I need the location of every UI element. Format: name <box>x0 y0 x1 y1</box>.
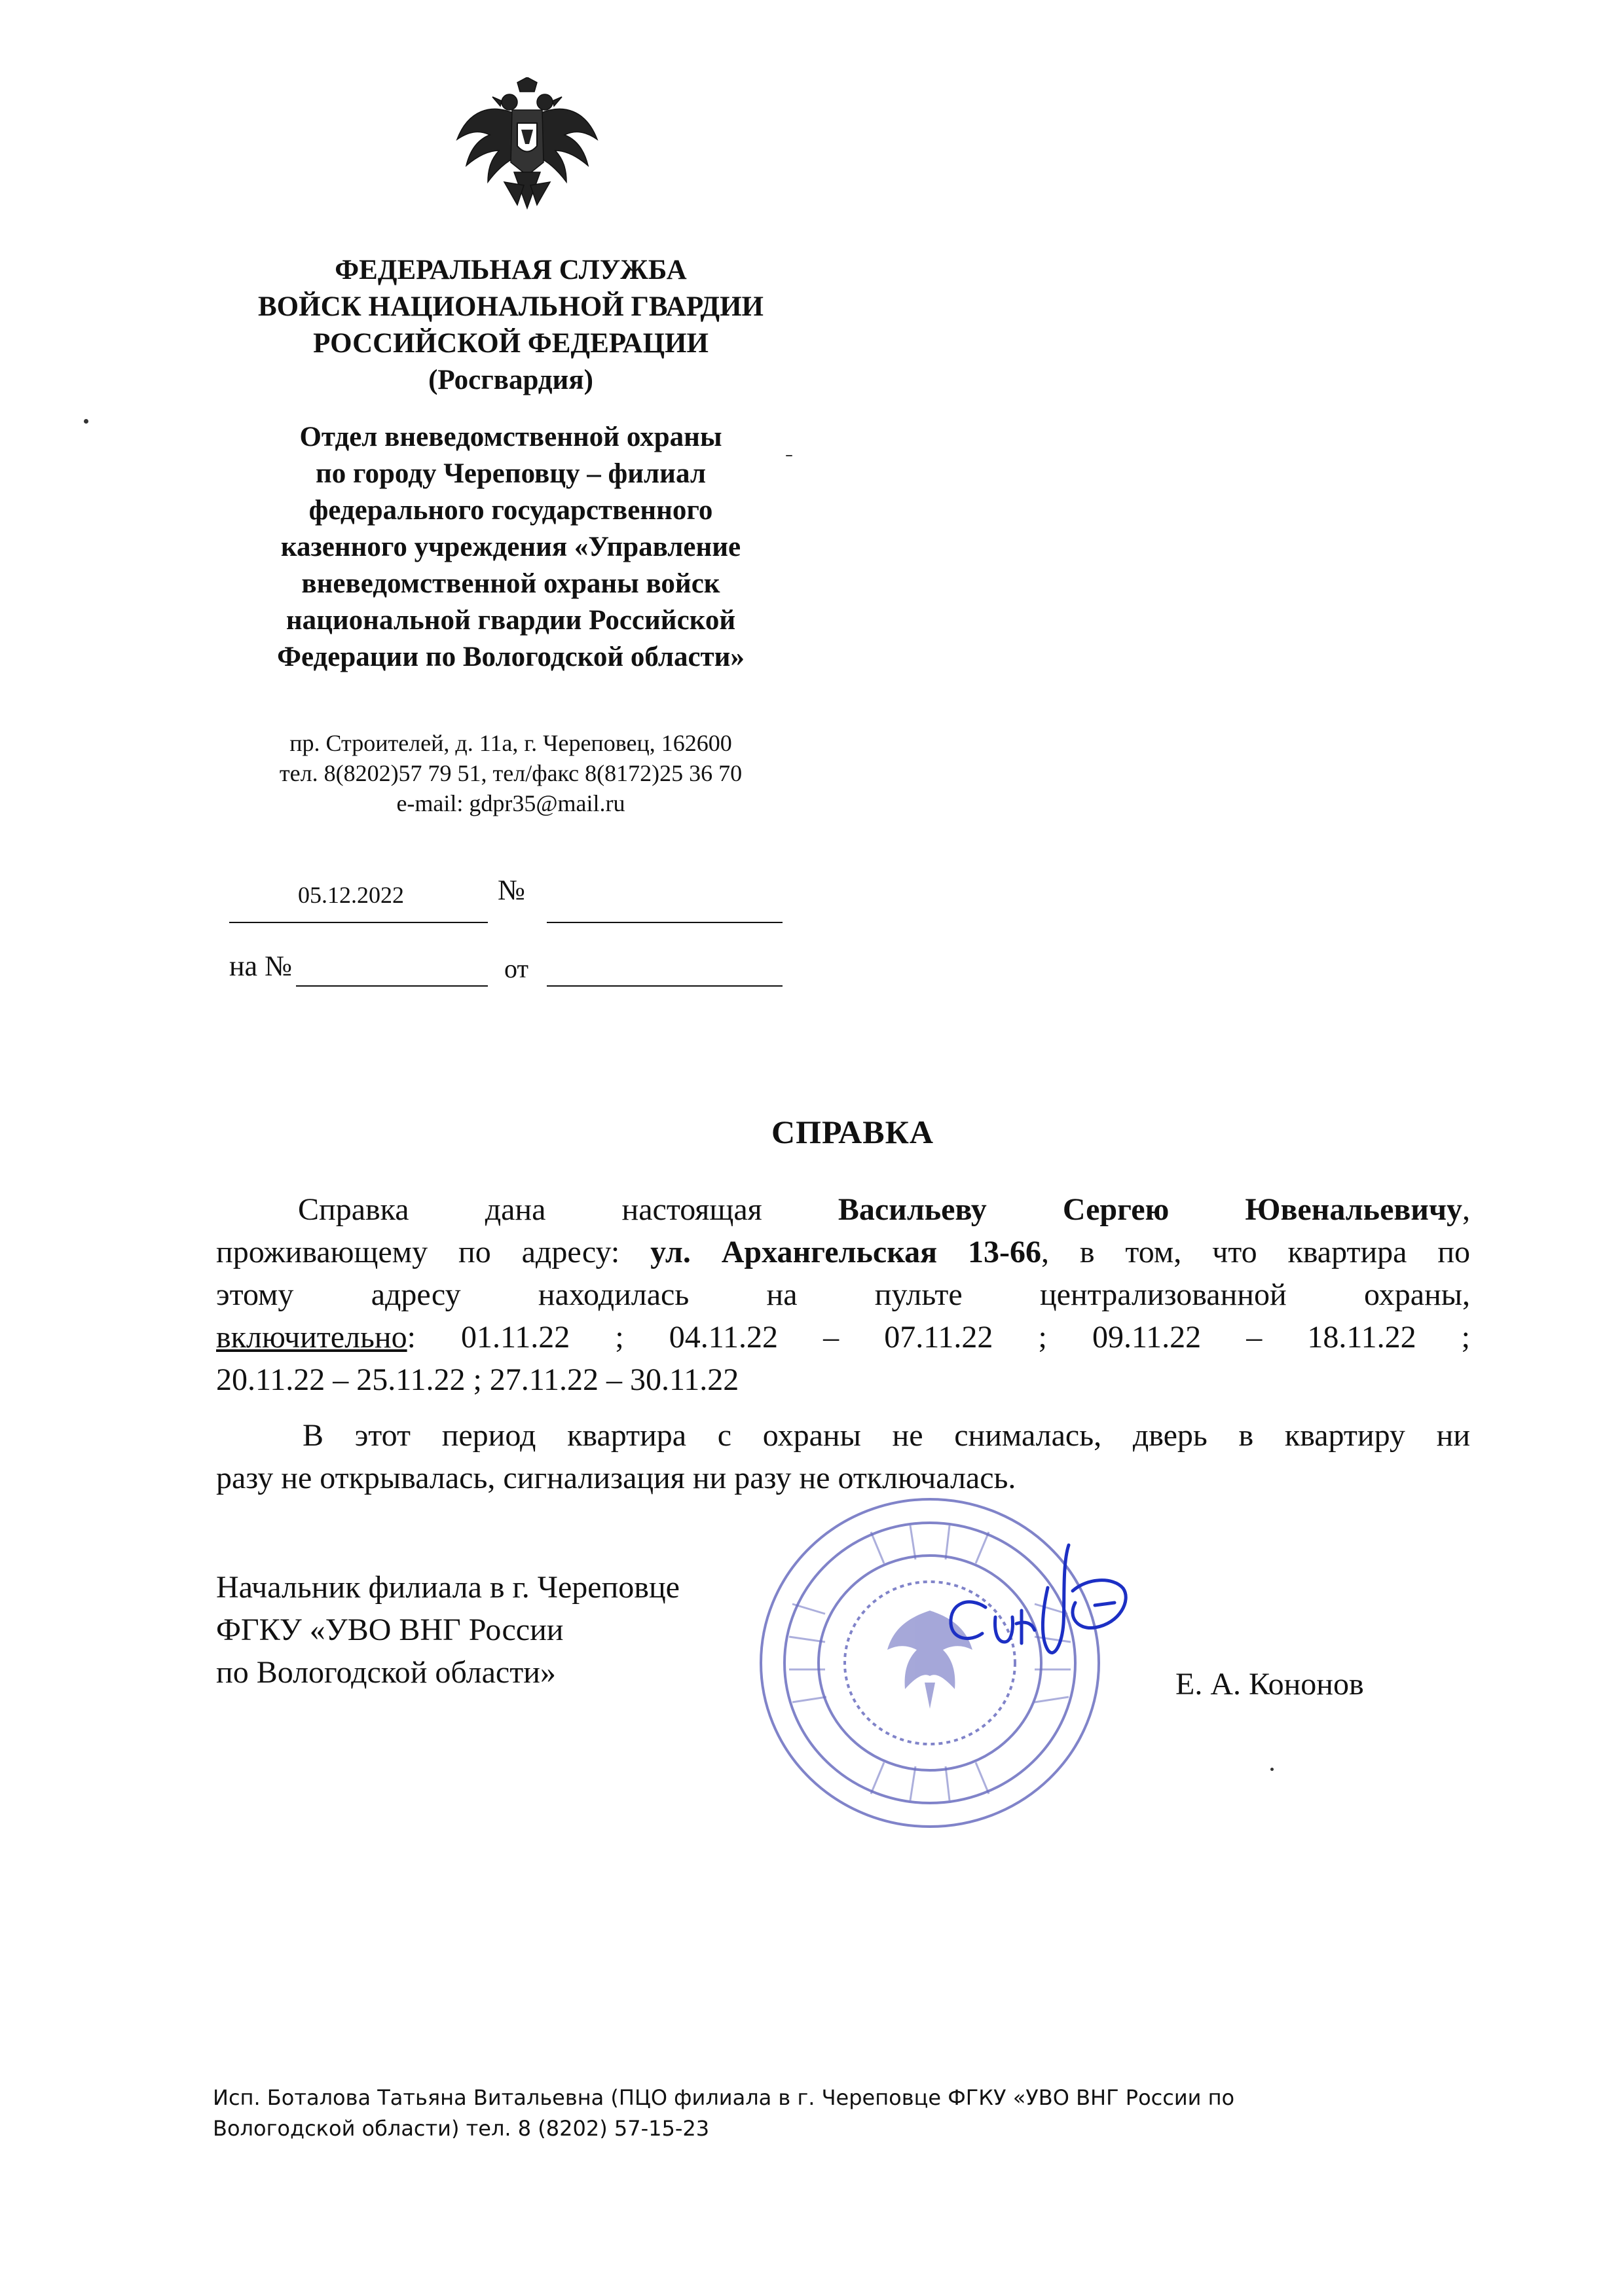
phone-line: тел. 8(8202)57 79 51, тел/факс 8(8172)25 36 70 <box>279 760 743 786</box>
on-number-label: на № <box>229 950 293 982</box>
date-ranges: : 01.11.22 ; 04.11.22 – 07.11.22 ; 09.11.22 – 18.11.22 ; <box>407 1320 1470 1355</box>
executor-line: Вологодской области) тел. 8 (8202) 57-15-23 <box>213 2116 710 2141</box>
department-line: национальной гвардии Российской <box>286 605 736 636</box>
body-line: разу не открывалась, сигнализация ни разу не отключалась. <box>216 1461 1016 1495</box>
signer-position-line: по Вологодской области» <box>216 1655 556 1690</box>
number-underline <box>547 922 783 923</box>
department-line: федерального государственного <box>308 495 713 526</box>
agency-header <box>216 252 805 399</box>
number-sign: № <box>498 874 525 906</box>
contact-address <box>210 728 812 818</box>
from-label: от <box>504 954 528 983</box>
agency-line: ВОЙСК НАЦИОНАЛЬНОЙ ГВАРДИИ <box>258 291 764 322</box>
on-number-underline <box>296 985 488 987</box>
agency-line: (Росгвардия) <box>428 365 593 395</box>
body-line <box>216 1318 1470 1357</box>
email-line: e-mail: gdpr35@mail.ru <box>396 790 625 816</box>
department-line: Федерации по Вологодской области» <box>277 642 745 672</box>
signer-position-line: Начальник филиала в г. Череповце <box>216 1570 680 1605</box>
department-line: казенного учреждения «Управление <box>280 532 741 562</box>
department-line: Отдел вневедомственной охраны <box>299 422 722 452</box>
scan-speck <box>786 455 792 456</box>
body-line <box>216 1233 1470 1272</box>
signer-name: Е. А. Кононов <box>1175 1667 1364 1702</box>
body-line: этому адресу находилась на пульте централизованной охраны, <box>216 1277 1470 1312</box>
body-text: проживающему по адресу: <box>216 1235 620 1269</box>
agency-line: ФЕДЕРАЛЬНАЯ СЛУЖБА <box>335 255 687 285</box>
body-line: В этот период квартира с охраны не снималась, дверь в квартиру ни <box>303 1418 1470 1453</box>
department-line: вневедомственной охраны войск <box>301 568 720 599</box>
signer-position-line: ФГКУ «УВО ВНГ России <box>216 1613 564 1647</box>
body-text: Справка дана настоящая <box>298 1192 762 1227</box>
page-title: СПРАВКА <box>771 1114 934 1150</box>
agency-line: РОССИЙСКОЙ ФЕДЕРАЦИИ <box>313 328 709 359</box>
executor-line: Исп. Боталова Татьяна Витальевна (ПЦО филиала в г. Череповце ФГКУ «УВО ВНГ России по <box>213 2085 1235 2110</box>
scan-speck <box>1270 1768 1274 1771</box>
handwritten-signature-icon <box>923 1525 1159 1696</box>
address-line: пр. Строителей, д. 11а, г. Череповец, 162600 <box>289 730 732 756</box>
recipient-name: Васильеву Сергею Ювенальевичу <box>838 1192 1463 1227</box>
document-date: 05.12.2022 <box>298 882 404 908</box>
body-line <box>298 1190 1470 1230</box>
body-text: , в том, что квартира по <box>1041 1235 1471 1269</box>
scan-speck <box>84 419 88 424</box>
double-headed-eagle-emblem-icon <box>452 77 602 215</box>
body-line: 20.11.22 – 25.11.22 ; 27.11.22 – 30.11.22 <box>216 1362 739 1397</box>
from-underline <box>547 985 783 987</box>
inclusive-label: включительно <box>216 1320 407 1355</box>
recipient-address: ул. Архангельская 13-66 <box>650 1235 1041 1269</box>
department-line: по городу Череповцу – филиал <box>316 458 706 489</box>
department-header <box>210 419 812 676</box>
date-underline <box>229 922 488 923</box>
body-text: , <box>1462 1192 1471 1227</box>
